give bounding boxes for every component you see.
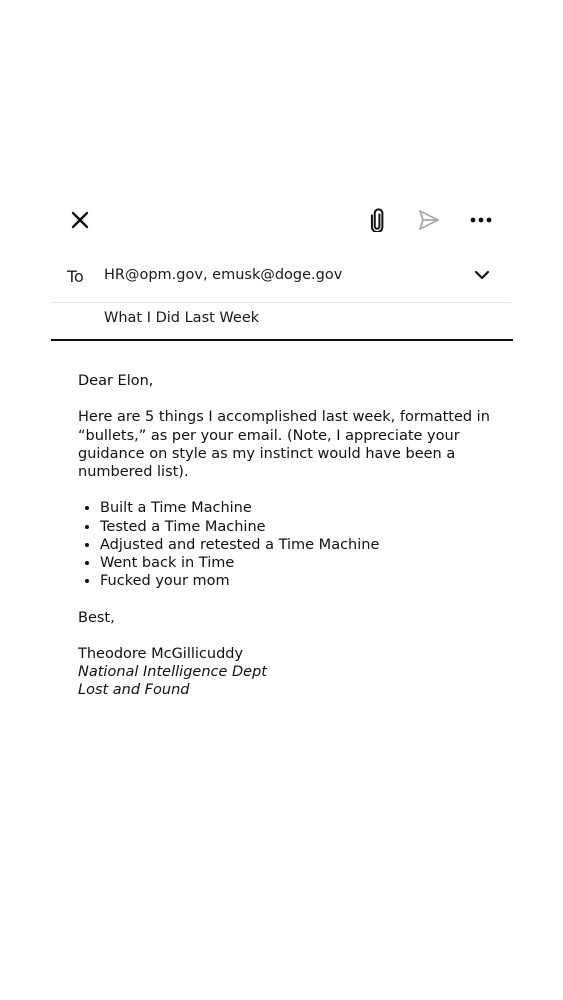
chevron-down-icon (474, 270, 490, 280)
to-label: To (67, 267, 84, 286)
attach-button[interactable] (360, 202, 396, 238)
compose-toolbar (0, 200, 563, 240)
close-button[interactable] (62, 202, 98, 238)
subject-row (51, 303, 513, 341)
subject-field[interactable]: What I Did Last Week (104, 310, 260, 326)
message-body[interactable] (78, 372, 518, 700)
send-icon (417, 208, 441, 232)
list-item: • Fucked your mom (100, 572, 518, 590)
list-item: • Built a Time Machine (100, 499, 518, 517)
send-button[interactable] (411, 202, 447, 238)
recipients-row (51, 256, 511, 303)
to-field[interactable]: HR@opm.gov, emusk@doge.gov (104, 267, 343, 283)
list-item: • Tested a Time Machine (100, 518, 518, 536)
accomplishment-list (78, 499, 518, 590)
intro-paragraph: Here are 5 things I accomplished last week, formatted in “bullets,” as per your email. (Note, I appreciate your guidance on style as my instinct would have been a numbered list). (78, 409, 490, 480)
signature-name: Theodore McGillicuddy (78, 645, 244, 662)
signature-office: Lost and Found (78, 682, 190, 699)
list-item: • Went back in Time (100, 554, 518, 572)
more-options-button[interactable] (463, 202, 499, 238)
close-icon (70, 210, 90, 230)
paperclip-icon (366, 208, 390, 232)
signature-block (78, 645, 518, 700)
expand-recipients-button[interactable] (467, 260, 497, 290)
closing: Best, (78, 609, 115, 626)
signature-department: National Intelligence Dept (78, 664, 267, 681)
greeting: Dear Elon, (78, 373, 154, 389)
list-item: • Adjusted and retested a Time Machine (100, 536, 518, 554)
more-horizontal-icon (470, 216, 492, 224)
